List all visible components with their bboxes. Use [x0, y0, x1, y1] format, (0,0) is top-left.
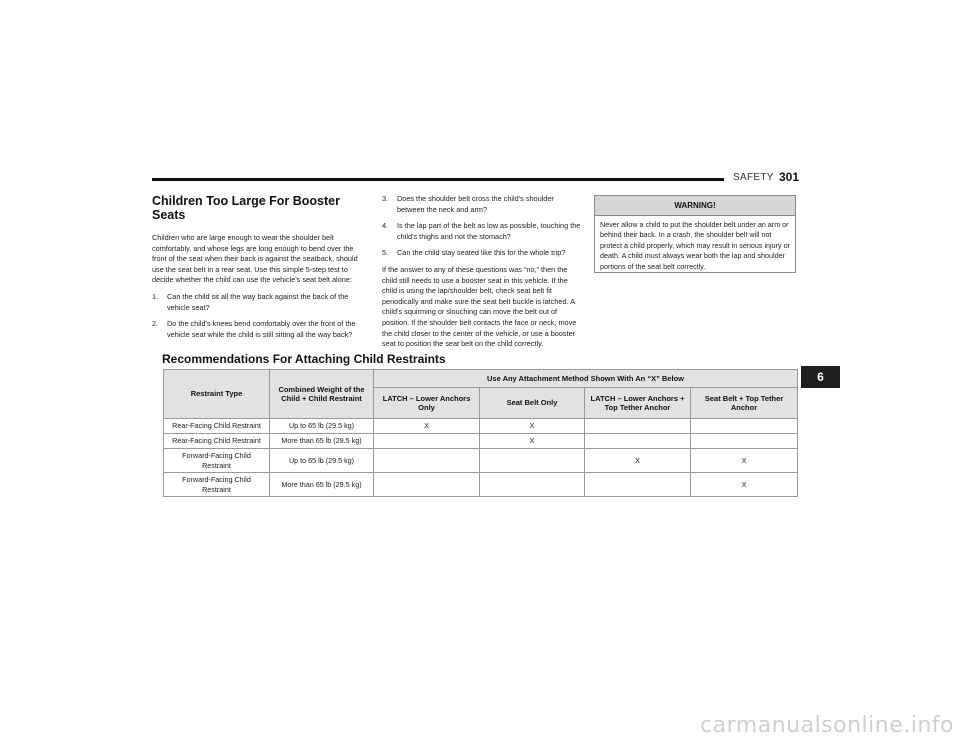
page-number: 301 [779, 170, 800, 184]
booster-column-middle [382, 194, 582, 356]
cell-mark [374, 434, 480, 449]
table-row [164, 449, 798, 473]
section-title-recommendations: Recommendations For Attaching Child Restraints [162, 352, 446, 366]
th-method-belt-tether: Seat Belt + Top Tether Anchor [691, 388, 798, 419]
step-item [382, 221, 582, 242]
warning-box [594, 195, 796, 273]
booster-closing-text: If the answer to any of these questions was “no,” then the child still needs to use a booster seat in this vehicle. If the child is using the lap/shoulder belt, check seat belt fit periodically and make sure the seat belt buckle is latched. A child’s squirming or slouching can move the belt out of position. If the shoulder belt contacts the face or neck, move the child closer to the center of the vehicle, or use a booster seat to position the seat belt on the child correctly. [382, 264, 577, 349]
warning-title: WARNING! [595, 196, 795, 216]
th-method-latch-lower: LATCH – Lower Anchors Only [374, 388, 480, 419]
cell-mark [480, 473, 585, 497]
cell-restraint-type: Forward-Facing Child Restraint [164, 473, 270, 497]
header-section-name: SAFETY [733, 172, 774, 183]
section-title-booster: Children Too Large For Booster Seats [152, 194, 340, 222]
booster-steps-list-b [382, 194, 582, 259]
cell-mark: X [480, 419, 585, 434]
th-attachment-group: Use Any Attachment Method Shown With An “X” Below [374, 370, 798, 388]
footer-watermark: carmanualsonline.info [700, 713, 954, 738]
table-row [164, 473, 798, 497]
step-number: 2. [152, 319, 159, 329]
step-number: 5. [382, 248, 389, 258]
table-row [164, 434, 798, 449]
chapter-tab[interactable]: 6 [801, 366, 840, 388]
step-number: 3. [382, 194, 389, 203]
cell-restraint-type: Rear-Facing Child Restraint [164, 434, 270, 449]
attachment-methods-table [163, 369, 798, 497]
cell-mark [691, 419, 798, 434]
cell-mark [585, 434, 691, 449]
booster-steps-list-a [152, 292, 367, 340]
booster-intro-text: Children who are large enough to wear the shoulder belt comfortably, and whose legs are long enough to bend over the front of the seat when their back is against the seatback, should use the seat belt in a rear seat. Use this simple 5-step test to decide whether the child can use the vehicle’s seat belt alone: [152, 233, 358, 285]
cell-weight: More than 65 lb (29.5 kg) [270, 473, 374, 497]
cell-mark [691, 434, 798, 449]
cell-mark [585, 419, 691, 434]
th-method-seat-belt: Seat Belt Only [480, 388, 585, 419]
cell-restraint-type: Forward-Facing Child Restraint [164, 449, 270, 473]
step-text: Can the child stay seated like this for the whole trip? [397, 248, 566, 258]
cell-mark: X [374, 419, 480, 434]
cell-mark [585, 473, 691, 497]
table-row [164, 419, 798, 434]
th-combined-weight: Combined Weight of the Child + Child Restraint [270, 370, 374, 419]
cell-restraint-type: Rear-Facing Child Restraint [164, 419, 270, 434]
step-item [382, 194, 582, 215]
step-text: Do the child’s knees bend comfortably over the front of the vehicle seat while the child is still sitting all the way back? [167, 319, 356, 339]
step-item [382, 248, 582, 259]
th-method-latch-tether: LATCH – Lower Anchors + Top Tether Anchor [585, 388, 691, 419]
cell-mark: X [480, 434, 585, 449]
step-number: 1. [152, 291, 159, 301]
step-number: 4. [382, 221, 389, 231]
cell-mark: X [691, 473, 798, 497]
step-item [152, 319, 367, 340]
cell-weight: More than 65 lb (29.5 kg) [270, 434, 374, 449]
cell-mark [374, 449, 480, 473]
step-item [152, 292, 367, 313]
warning-text: Never allow a child to put the shoulder belt under an arm or behind their back. In a crash, the shoulder belt will not protect a child properly, which may result in serious injury or death. A child must always wear both the lap and shoulder portions of the seat belt correctly. [600, 220, 791, 271]
step-text: Can the child sit all the way back against the back of the vehicle seat? [167, 291, 349, 312]
cell-mark: X [585, 449, 691, 473]
cell-weight: Up to 65 lb (29.5 kg) [270, 419, 374, 434]
booster-column-left [152, 194, 367, 346]
step-text: Is the lap part of the belt as low as possible, touching the child’s thighs and not the stomach? [397, 221, 581, 241]
header-rule [152, 178, 724, 181]
cell-mark [374, 473, 480, 497]
cell-mark: X [691, 449, 798, 473]
step-text: Does the shoulder belt cross the child’s shoulder between the neck and arm? [397, 194, 554, 214]
th-restraint-type: Restraint Type [164, 370, 270, 419]
cell-weight: Up to 65 lb (29.5 kg) [270, 449, 374, 473]
cell-mark [480, 449, 585, 473]
